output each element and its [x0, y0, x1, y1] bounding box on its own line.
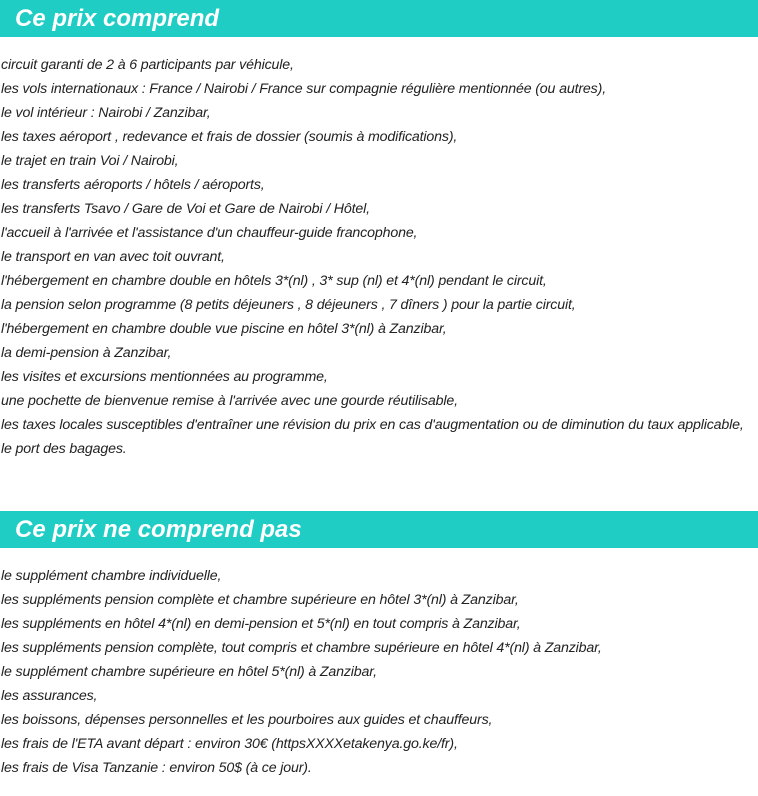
included-item: les vols internationaux : France / Nairobi / France sur compagnie régulière mentionnée (ou autres), [1, 81, 606, 97]
excluded-item: les frais de Visa Tanzanie : environ 50$ (à ce jour). [1, 760, 312, 776]
included-item: les taxes aéroport , redevance et frais de dossier (soumis à modifications), [1, 129, 458, 145]
included-item: le transport en van avec toit ouvrant, [1, 249, 225, 265]
included-item: l'hébergement en chambre double en hôtels 3*(nl) , 3* sup (nl) et 4*(nl) pendant le circuit, [1, 273, 547, 289]
price-excludes-heading: Ce prix ne comprend pas [0, 511, 758, 548]
included-item: les visites et excursions mentionnées au programme, [1, 369, 328, 385]
included-item: les taxes locales susceptibles d'entraîner une révision du prix en cas d'augmentation ou de diminution du taux applicable, [1, 417, 744, 433]
price-includes-list [0, 53, 758, 461]
excluded-item: les boissons, dépenses personnelles et les pourboires aux guides et chauffeurs, [1, 712, 493, 728]
included-item: la pension selon programme (8 petits déjeuners , 8 déjeuners , 7 dîners ) pour la partie circuit, [1, 297, 576, 313]
included-item: le vol intérieur : Nairobi / Zanzibar, [1, 105, 211, 121]
included-item: les transferts aéroports / hôtels / aéroports, [1, 177, 265, 193]
included-item: l'hébergement en chambre double vue piscine en hôtel 3*(nl) à Zanzibar, [1, 321, 447, 337]
price-includes-heading: Ce prix comprend [0, 0, 758, 37]
excluded-item: les frais de l'ETA avant départ : environ 30€ (httpsXXXXetakenya.go.ke/fr), [1, 736, 458, 752]
included-item: l'accueil à l'arrivée et l'assistance d'un chauffeur-guide francophone, [1, 225, 418, 241]
excluded-item: les suppléments pension complète et chambre supérieure en hôtel 3*(nl) à Zanzibar, [1, 592, 519, 608]
price-excludes-section [0, 511, 758, 780]
included-item: le port des bagages. [1, 441, 127, 457]
excluded-item: le supplément chambre individuelle, [1, 568, 222, 584]
excluded-item: les suppléments pension complète, tout compris et chambre supérieure en hôtel 4*(nl) à Zanzibar, [1, 640, 602, 656]
price-excludes-list [0, 564, 758, 780]
excluded-item: les suppléments en hôtel 4*(nl) en demi-pension et 5*(nl) en tout compris à Zanzibar, [1, 616, 521, 632]
excluded-item: le supplément chambre supérieure en hôtel 5*(nl) à Zanzibar, [1, 664, 377, 680]
included-item: une pochette de bienvenue remise à l'arrivée avec une gourde réutilisable, [1, 393, 458, 409]
included-item: le trajet en train Voi / Nairobi, [1, 153, 179, 169]
included-item: les transferts Tsavo / Gare de Voi et Gare de Nairobi / Hôtel, [1, 201, 370, 217]
included-item: la demi-pension à Zanzibar, [1, 345, 172, 361]
included-item: circuit garanti de 2 à 6 participants par véhicule, [1, 57, 294, 73]
excluded-item: les assurances, [1, 688, 98, 704]
